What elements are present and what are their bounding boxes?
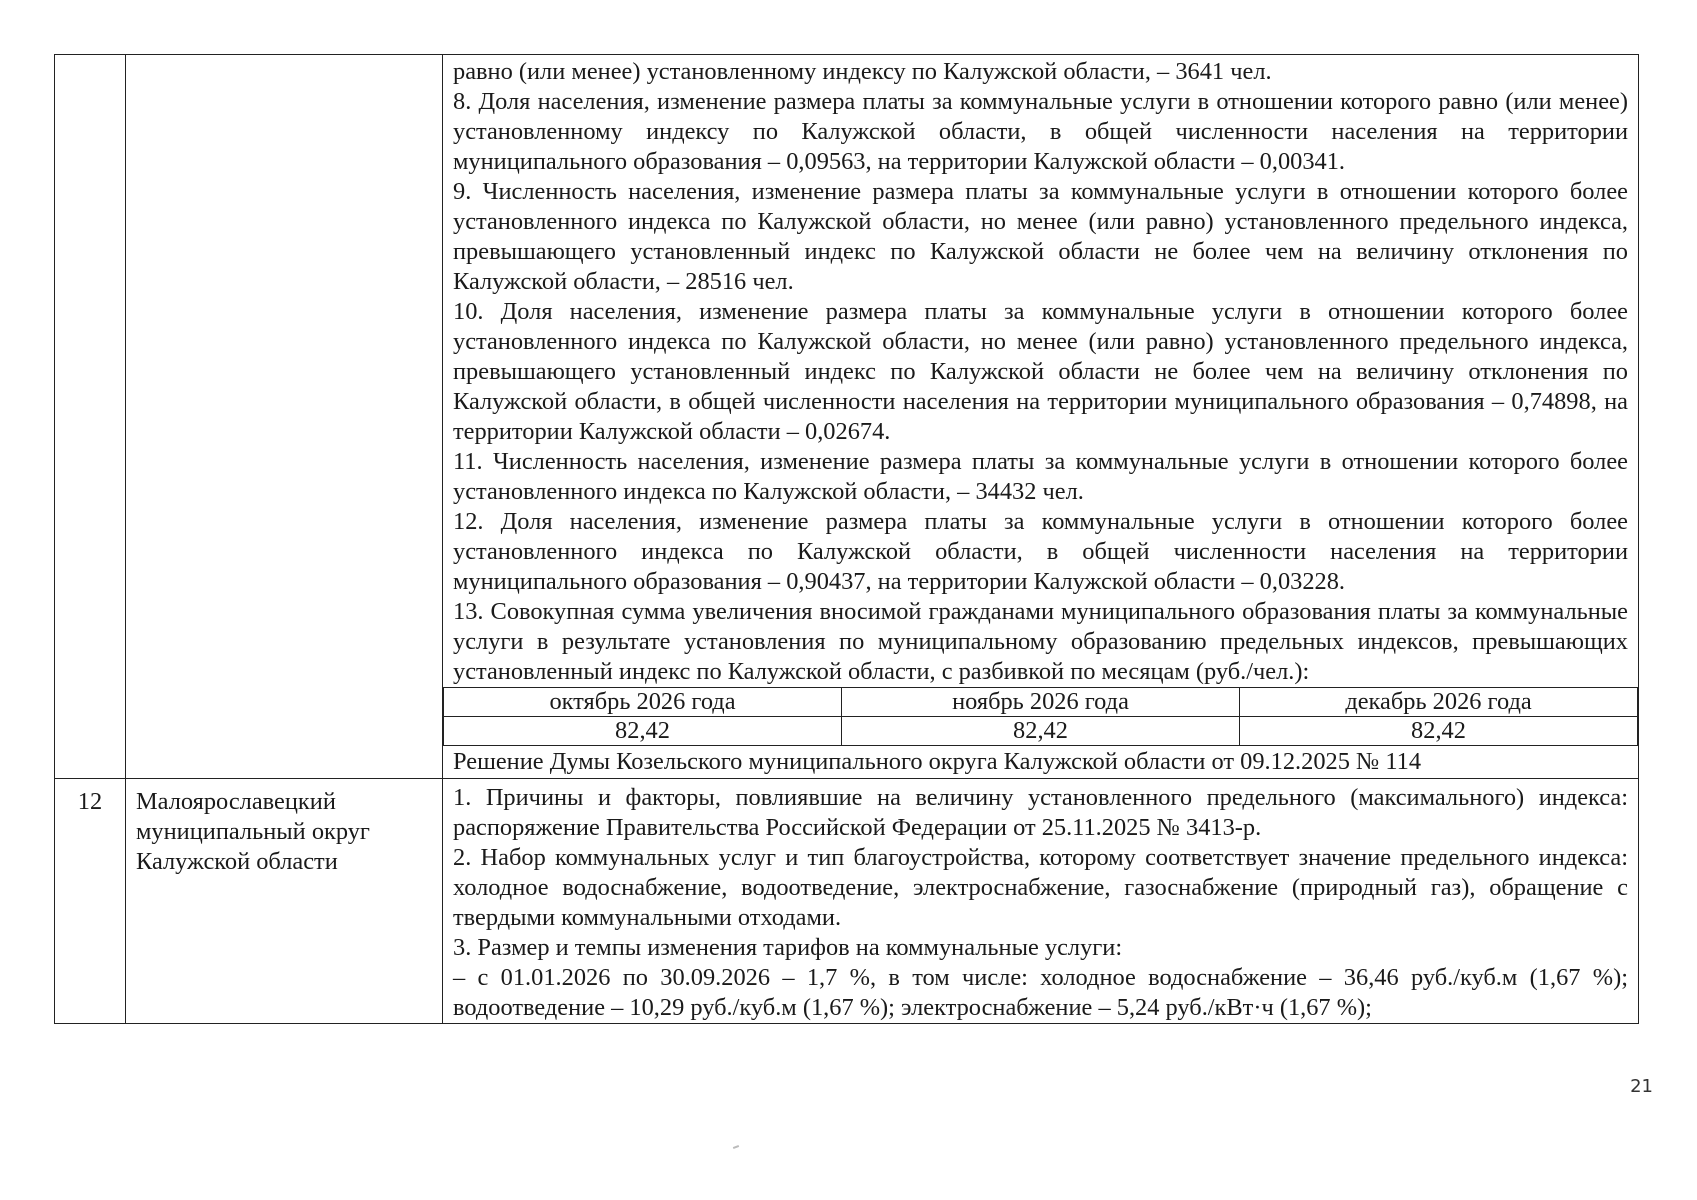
- paragraph: 1. Причины и факторы, повлиявшие на величину установленного предельного (максимального) индекса: распоряжение Правительства Российской Федерации от 25.11.2025 № 3413-р.: [453, 784, 1628, 841]
- row-number: [55, 55, 125, 63]
- row-number: 12: [77, 788, 103, 815]
- paragraph: 2. Набор коммунальных услуг и тип благоустройства, которому соответствует значение предельного индекса: холодное водоснабжение, водоотведение, электроснабжение, газоснабжение (природный газ), обращение с твердыми коммунальными отходами.: [453, 844, 1628, 931]
- row-number-cell: [55, 55, 126, 779]
- months-value-row: [444, 717, 1638, 746]
- paragraph: 8. Доля населения, изменение размера платы за коммунальные услуги в отношении которого равно (или менее) установленному индексу по Калужской области, в общей численности населения на территории муниципального образования – 0,09563, на территории Калужской области – 0,00341.: [453, 88, 1628, 175]
- paragraph: 11. Численность населения, изменение размера платы за коммунальные услуги в отношении которого более установленного индекса по Калужской области, – 34432 чел.: [453, 448, 1628, 505]
- paragraph: 10. Доля населения, изменение размера платы за коммунальные услуги в отношении которого более установленного индекса по Калужской области, но менее (или равно) установленного предельного индекса, превышающего установленный индекс по Калужской области не более чем на величину отклонения по Калужской области, в общей численности населения на территории муниципального образования – 0,74898, на территории Калужской области – 0,02674.: [453, 298, 1628, 445]
- month-header: декабрь 2026 года: [1240, 688, 1638, 717]
- page-number: 21: [1630, 1076, 1653, 1097]
- scan-artifact: [733, 1145, 739, 1149]
- month-header: октябрь 2026 года: [444, 688, 842, 717]
- month-value: 82,42: [1240, 717, 1638, 746]
- months-table: [443, 687, 1638, 746]
- main-table: [54, 54, 1639, 1024]
- months-header-row: [444, 688, 1638, 717]
- paragraph: – с 01.01.2026 по 30.09.2026 – 1,7 %, в том числе: холодное водоснабжение – 36,46 руб./куб.м (1,67 %); водоотведение – 10,29 руб./куб.м (1,67 %); электроснабжение – 5,24 руб./кВт·ч (1,67 %);: [453, 964, 1628, 1021]
- month-value: 82,42: [444, 717, 842, 746]
- description-cell: [443, 779, 1639, 1024]
- paragraph: 13. Совокупная сумма увеличения вносимой гражданами муниципального образования платы за коммунальные услуги в результате установления по муниципальному образованию предельных индексов, превышающих установленный индекс по Калужской области, с разбивкой по месяцам (руб./чел.):: [453, 598, 1628, 685]
- paragraph: 9. Численность населения, изменение размера платы за коммунальные услуги в отношении которого более установленного индекса по Калужской области, но менее (или равно) установленного предельного индекса, превышающего установленный индекс по Калужской области не более чем на величину отклонения по Калужской области, – 28516 чел.: [453, 178, 1628, 295]
- table-row: [55, 55, 1639, 779]
- row-number-cell: [55, 779, 126, 1024]
- table-row: [55, 779, 1639, 1024]
- paragraph: 3. Размер и темпы изменения тарифов на коммунальные услуги:: [453, 934, 1123, 961]
- description-cell: [443, 55, 1639, 779]
- month-value: 82,42: [842, 717, 1240, 746]
- municipality-name-cell: [126, 55, 443, 779]
- paragraph: 12. Доля населения, изменение размера платы за коммунальные услуги в отношении которого более установленного индекса по Калужской области, в общей численности населения на территории муниципального образования – 0,90437, на территории Калужской области – 0,03228.: [453, 508, 1628, 595]
- municipality-name-cell: [126, 779, 443, 1024]
- municipality-name: [126, 55, 442, 63]
- municipality-name: Малоярославецкий муниципальный округ Калужской области: [136, 788, 370, 875]
- decision-reference: Решение Думы Козельского муниципального округа Калужской области от 09.12.2025 № 114: [453, 748, 1422, 775]
- paragraph: равно (или менее) установленному индексу по Калужской области, – 3641 чел.: [453, 58, 1272, 85]
- month-header: ноябрь 2026 года: [842, 688, 1240, 717]
